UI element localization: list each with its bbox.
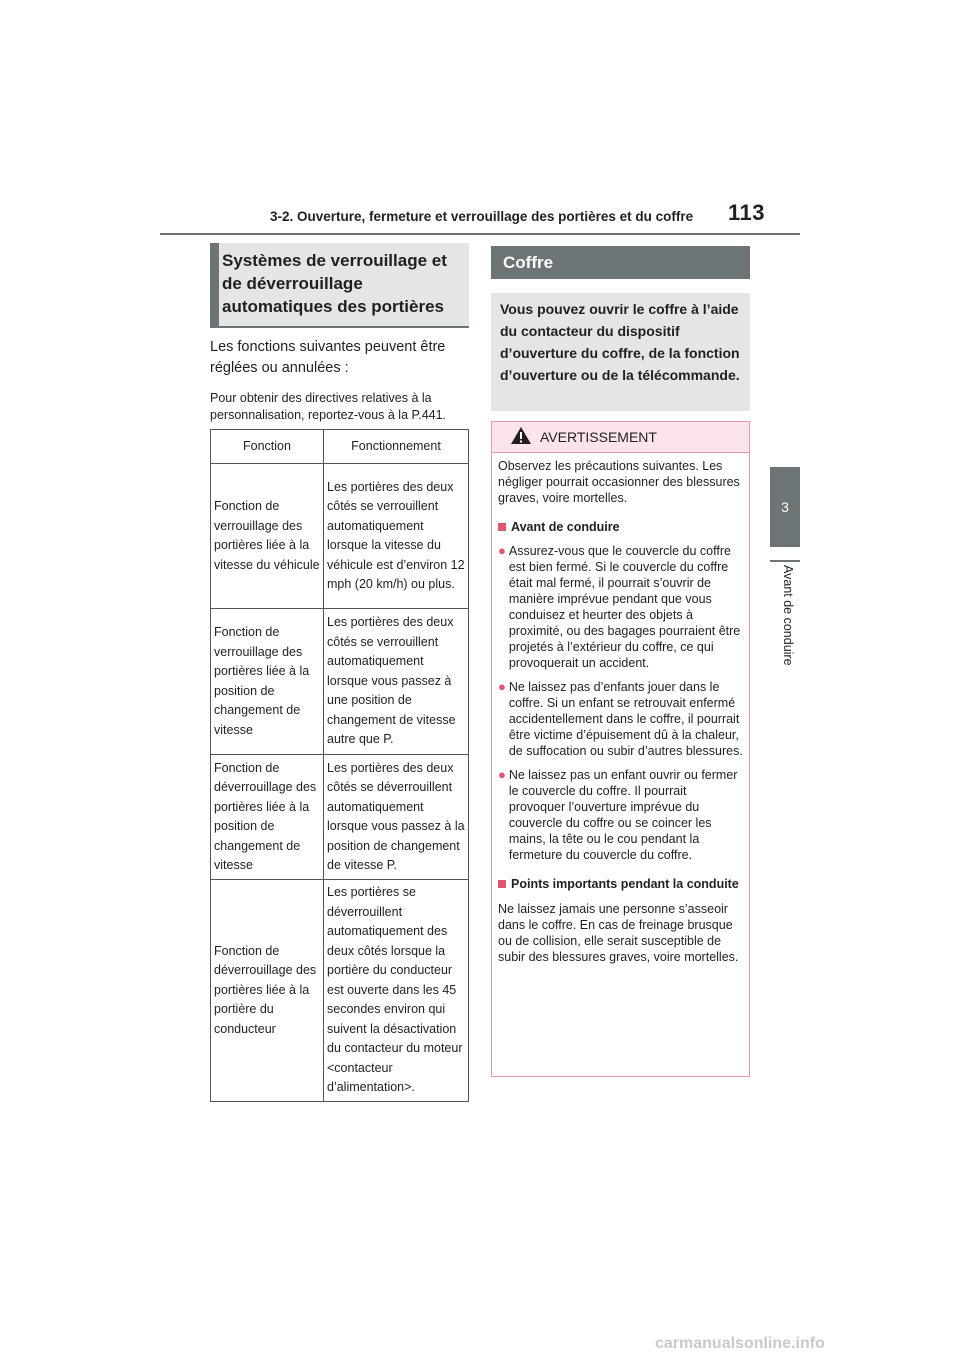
table-row [211, 880, 469, 1102]
auto-lock-section [210, 243, 469, 424]
header-rule [160, 233, 800, 235]
table-header-row [211, 430, 469, 464]
circle-bullet-icon: ● [498, 767, 506, 782]
warning-triangle-icon [510, 426, 532, 448]
page-number: 113 [728, 200, 765, 225]
warning-header [492, 422, 749, 453]
trunk-intro: Vous pouvez ouvrir le coffre à l’aide du contacteur du dispositif d’ouverture du coffre, de la fonction d’ouverture ou de la télécommande. [491, 293, 750, 411]
circle-bullet-icon: ● [498, 543, 506, 558]
square-bullet-icon [498, 523, 506, 531]
warning-subheading: Avant de conduire [498, 519, 743, 535]
chapter-tab: 3 [770, 467, 800, 547]
warning-bullet: ● Assurez-vous que le couvercle du coffre est bien fermé. Si le couvercle du coffre était mal fermé, il pourrait s’ouvrir de manière imprévue pendant que vous conduisez et heurter des objets à proximité, ou des bagages pourraient être projetés à l’extérieur du coffre, ce qui provoquerait un accident. [498, 543, 741, 670]
table-cell-function: Fonction de verrouillage des portières liée à la vitesse du véhicule [211, 464, 324, 609]
table-cell-operation: Les portières se déverrouillent automatiquement des deux côtés lorsque la portière du conducteur est ouverte dans les 45 secondes environ qui suivent la désactivation du contacteur du moteur <contacteur d’alimentation>. [324, 880, 469, 1102]
table-cell-operation: Les portières des deux côtés se déverrouillent automatiquement lorsque vous passez à la position de changement de vitesse P. [324, 755, 469, 880]
circle-bullet-icon: ● [498, 679, 506, 694]
section-note: Pour obtenir des directives relatives à la personnalisation, reportez-vous à la P.441. [210, 391, 447, 422]
square-bullet-icon [498, 880, 506, 888]
warning-title: AVERTISSEMENT [540, 429, 657, 445]
trunk-title: Coffre [491, 246, 750, 279]
warning-bullet: ● Ne laissez pas d’enfants jouer dans le coffre. Si un enfant se retrouvait enfermé accidentellement dans le coffre, il pourrait être victime d’épuisement dû à la chaleur, de suffocation ou subir d’autres blessures. [498, 679, 743, 758]
table-cell-function: Fonction de verrouillage des portières liée à la position de changement de vitesse [211, 609, 324, 755]
running-header: 3-2. Ouverture, fermeture et verrouillage des portières et du coffre [270, 209, 694, 224]
watermark: carmanualsonline.info [655, 1335, 825, 1352]
section-intro: Les fonctions suivantes peuvent être réglées ou annulées : [210, 339, 446, 376]
warning-bullet: ● Ne laissez pas un enfant ouvrir ou fermer le couvercle du coffre. Il pourrait provoquer l’ouverture imprévue du couvercle du coffre ou se coincer les mains, la tête ou le cou pendant la fermeture du couvercle du coffre. [498, 767, 738, 862]
table-header-operation: Fonctionnement [324, 430, 469, 464]
chapter-tab-rule [770, 560, 800, 562]
table-row [211, 464, 469, 609]
functions-table [210, 429, 469, 1102]
table-cell-function: Fonction de déverrouillage des portières liée à la position de changement de vitesse [211, 755, 324, 880]
trunk-section [491, 246, 750, 411]
table-row [211, 755, 469, 880]
table-header-function: Fonction [211, 430, 324, 464]
table-cell-operation: Les portières des deux côtés se verrouillent automatiquement lorsque vous passez à une position de changement de vitesse autre que P. [324, 609, 469, 755]
table-row [211, 609, 469, 755]
table-cell-function: Fonction de déverrouillage des portières liée à la portière du conducteur [211, 880, 324, 1102]
section-title: Systèmes de verrouillage et de déverrouillage automatiques des portières [210, 243, 469, 328]
warning-subheading: Points importants pendant la conduite [498, 876, 743, 892]
table-cell-operation: Les portières des deux côtés se verrouillent automatiquement lorsque la vitesse du véhicule est d’environ 12 mph (20 km/h) ou plus. [324, 464, 469, 609]
chapter-tab-label: Avant de conduire [781, 565, 795, 666]
warning-intro: Observez les précautions suivantes. Les négliger pourrait occasionner des blessures graves, voire mortelles. [498, 459, 740, 505]
warning-final: Ne laissez jamais une personne s’asseoir dans le coffre. En cas de freinage brusque ou de collision, elle serait susceptible de subir des blessures graves, voire mortelles. [498, 902, 739, 964]
warning-body [492, 453, 749, 970]
warning-box [491, 421, 750, 1077]
